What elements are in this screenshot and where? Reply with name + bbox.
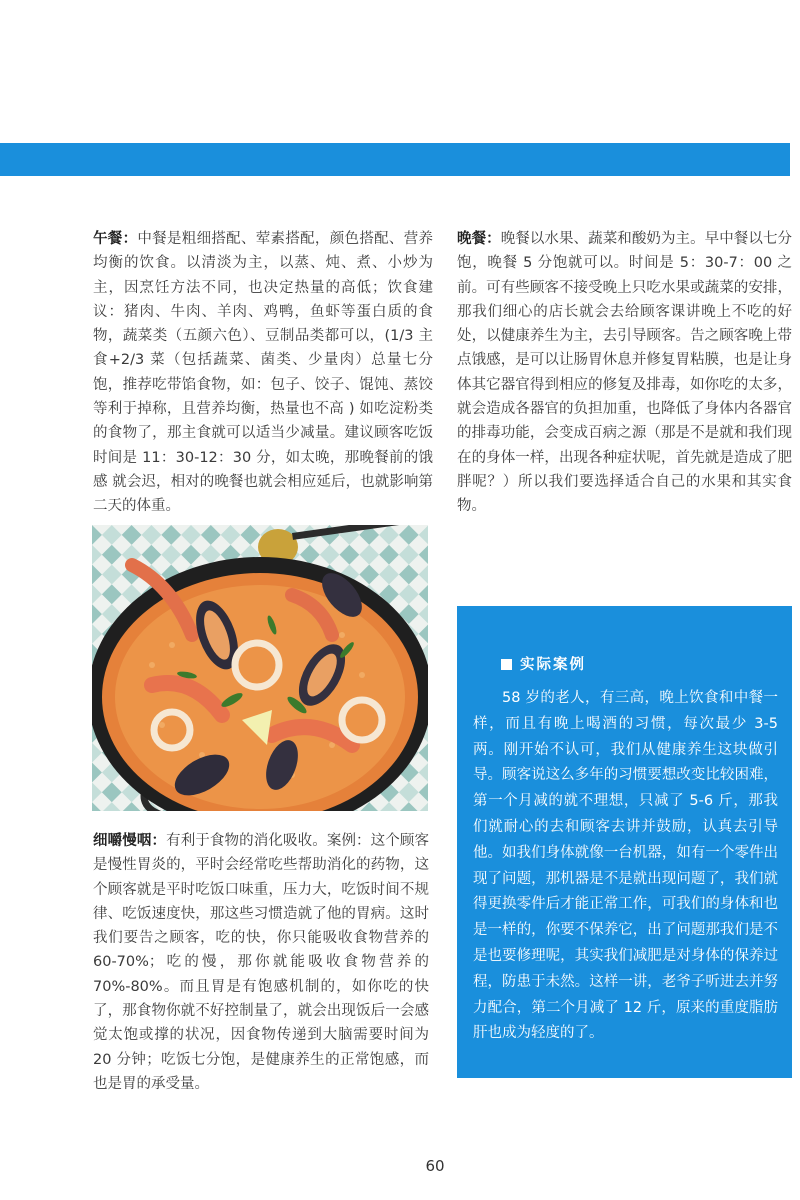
header-color-band (0, 143, 790, 176)
chewing-text: 有利于食物的消化吸收。案例：这个顾客是慢性胃炎的，平时会经常吃些帮助消化的药物，这个顾客就是平时吃饭口味重，压力大，吃饭时间不规律、吃饭速度快，那这些习惯造就了他的胃病。这时我们要告之顾客，吃的快，你只能吸收食物营养的 60-70%；吃的慢，那你就能吸收食物营养的 70%-80%。而且胃是有饱感机制的，如你吃的快了，那食物你就不好控制量了，就会出现饭后一会感觉太饱或撑的状况，因食物传递到大脑需要时间为 20 分钟；吃饭七分饱，是健康养生的正常饱感，而也是胃的承受量。 (93, 833, 430, 1092)
lunch-label: 午餐： (93, 231, 138, 247)
dinner-text: 晚餐以水果、蔬菜和酸奶为主。早中餐以七分饱，晚餐 5 分饱就可以。时间是 5：30-7：00 之前。可有些顾客不接受晚上只吃水果或蔬菜的安排，那我们细心的店长就会去给顾客课讲晚上不吃的好处，以健康养生为主，去引导顾客。告之顾客晚上带点饿感，是可以让肠胃休息并修复胃粘膜，也是让身体其它器官得到相应的修复及排毒，如你吃的太多，就会造成各器官的负担加重，也降低了身体内各器官的排毒功能，会变成百病之源（那是不是就和我们现在的身体一样，出现各种症状呢，首先就是造成了肥胖呢？）所以我们要选择适合自己的水果和其实食物。 (457, 231, 793, 515)
chewing-label: 细嚼慢咽： (93, 833, 167, 849)
page-number: 60 (425, 1157, 445, 1175)
dinner-paragraph (457, 227, 792, 519)
case-study-title-text: 实际案例 (520, 657, 586, 673)
case-study-title (501, 653, 586, 674)
dinner-label: 晚餐： (457, 231, 501, 247)
case-study-text: 58 岁的老人，有三高，晚上饮食和中餐一样，而且有晚上喝酒的习惯，每次最少 3-5 两。刚开始不认可，我们从健康养生这块做引导。顾客说这么多年的习惯要想改变比较困难，第一个月减的就不理想，只减了 5-6 斤，那我们就耐心的去和顾客去讲并鼓励，认真去引导他。如我们身体就像一台机器，如有一个零件出现了问题，那机器是不是就出现问题了，我们就得更换零件后才能正常工作，可我们的身体和也是一样的，你要不保养它，出了问题那我们是不是也要修理呢，其实我们减肥是对身体的保养过程，防患于未然。这样一讲，老爷子听进去并努力配合，第二个月减了 12 斤，原来的重度脂肪肝也成为轻度的了。 (473, 690, 778, 1042)
square-bullet-icon (501, 659, 512, 670)
seafood-paella-photo (92, 525, 428, 811)
chewing-paragraph (93, 829, 429, 1096)
lunch-text: 中餐是粗细搭配、荤素搭配，颜色搭配、营养均衡的饮食。以清淡为主，以蒸、炖、煮、小炒为主，因烹饪方法不同，也决定热量的高低；饮食建议：猪肉、牛肉、羊肉、鸡鸭，鱼虾等蛋白质的食物，蔬菜类（五颜六色）、豆制品类都可以，(1/3 主食+2/3 菜（包括蔬菜、菌类、少量肉）总量七分饱，推荐吃带馅食物，如：包子、饺子、馄饨、蒸饺等利于掉称，且营养均衡，热量也不高 ) 如吃淀粉类的食物了，那主食就可以适当少减量。建议顾客吃饭时间是 11：30-12：30 分，如太晚，那晚餐前的饿感 就会迟，相对的晚餐也就会相应延后，也就影响第二天的体重。 (93, 231, 434, 515)
case-study-box (457, 606, 792, 1078)
lunch-paragraph (93, 227, 433, 519)
